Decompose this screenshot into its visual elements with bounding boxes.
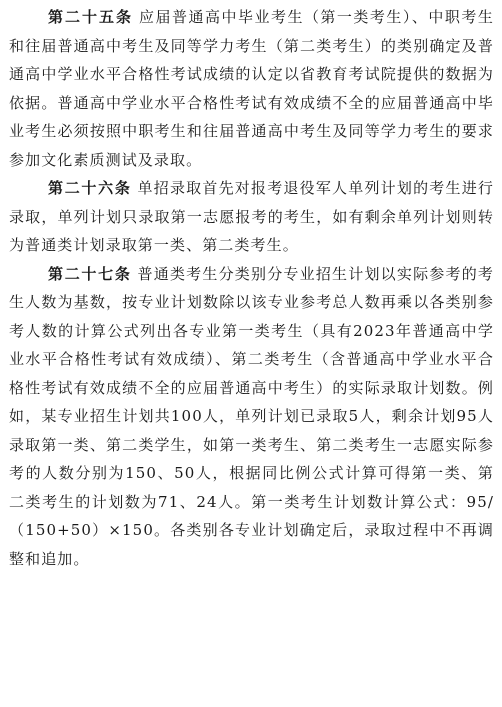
article-text: 普通类考生分类别分专业招生计划以实际参考的考生人数为基数，按专业计划数除以该专业参考总人数再乘以各类别参考人数的计算公式列出各专业第一类考生（具有2023年普通高中学业水平合格性考试有效成绩）、第二类考生（含普通高中学业水平合格性考试有效成绩不全的应届普通高中考生）的实际录取计划数。例如，某专业招生计划共100人，单列计划已录取5人，剩余计划95人录取第一类、第二类学生，如第一类考生、第二类考生一志愿实际参考的人数分别为150、50人，根据同比例公式计算可得第一类、第二类考生的计划数为71、24人。第一类考生计划数计算公式：95/（150+50）×150。各类别各专业计划确定后，录取过程中不再调整和追加。 xyxy=(9,264,494,568)
article-number: 第二十五条 xyxy=(48,8,133,26)
article-text: 单招录取首先对报考退役军人单列计划的考生进行录取，单列计划只录取第一志愿报考的考生，如有剩余单列计划则转为普通类计划录取第一类、第二类考生。 xyxy=(9,179,494,254)
article-number: 第二十七条 xyxy=(48,264,132,283)
article-text: 应届普通高中毕业考生（第一类考生）、中职考生和往届普通高中考生及同等学力考生（第二类考生）的类别确定及普通高中学业水平合格性考试成绩的认定以省教育考试院提供的数据为依据。普通高中学业水平合格性考试有效成绩不全的应届普通高中毕业考生必须按照中职考生和往届普通高中考生及同等学力考生的要求参加文化素质测试及录取。 xyxy=(9,8,494,169)
article-25 xyxy=(9,3,494,174)
article-26 xyxy=(9,174,494,260)
article-number: 第二十六条 xyxy=(48,179,132,197)
article-27 xyxy=(9,260,494,574)
